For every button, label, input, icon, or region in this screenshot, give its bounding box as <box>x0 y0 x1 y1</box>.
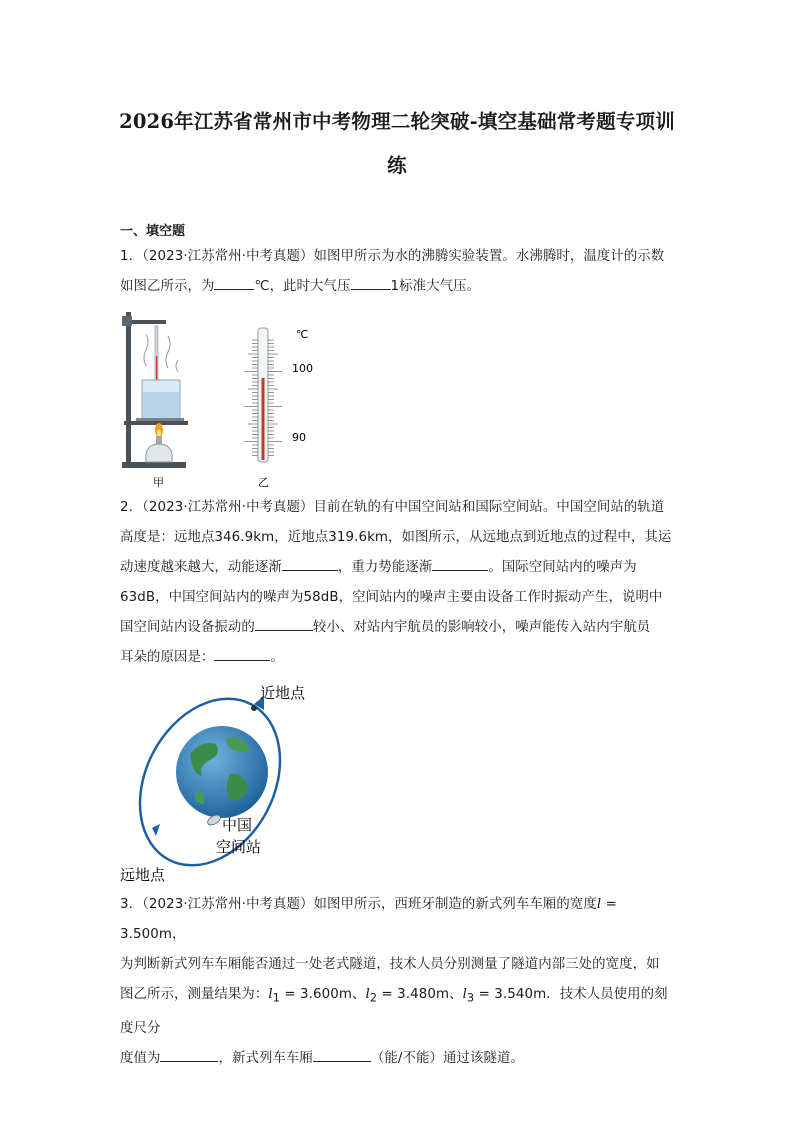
question-3 <box>120 890 680 1074</box>
q3-line-1: 3．（2023·江苏常州·中考真题）如图甲所示，西班牙制造的新式列车车厢的宽度l = 3.500m， <box>120 897 617 942</box>
thermo-label-90: 90 <box>292 431 306 444</box>
q2-blank-4[interactable] <box>214 646 270 661</box>
label-jia: 甲 <box>153 476 164 489</box>
q2-blank-2[interactable] <box>432 556 488 571</box>
thermo-label-100: 100 <box>292 362 313 375</box>
title-line-1: 2026年江苏省常州市中考物理二轮突破-填空基础常考题专项训 <box>119 110 675 133</box>
q1-blank-2[interactable] <box>351 275 391 290</box>
thermo-unit: ℃ <box>296 328 309 341</box>
mercury-column <box>262 378 265 460</box>
page-title <box>100 100 694 188</box>
q2-line-6: 耳朵的原因是： 。 <box>120 643 680 673</box>
alcohol-lamp <box>146 444 172 462</box>
q3-line-4: 度值为 ，新式列车车厢 （能/不能）通过该隧道。 <box>120 1044 680 1074</box>
q3-line-2: 为判断新式列车车厢能否通过一处老式隧道，技术人员分别测量了隧道内部三处的宽度，如 <box>120 957 660 972</box>
q2-line-1 <box>120 493 680 523</box>
q1-text-b: 如图乙所示，为 <box>120 279 215 294</box>
q2-source: （2023·江苏常州·中考真题） <box>142 500 314 515</box>
title-line-2: 练 <box>387 154 407 177</box>
perigee-point <box>251 705 257 711</box>
q2-number: 2． <box>120 500 143 515</box>
q1-line-1 <box>120 242 680 272</box>
q1-blank-1[interactable] <box>214 275 254 290</box>
q1-text-c: ℃，此时大气压 <box>254 279 351 294</box>
question-2 <box>120 493 680 673</box>
q2-blank-1[interactable] <box>282 556 338 571</box>
q1-number: 1． <box>120 249 143 264</box>
thermometer <box>244 328 313 489</box>
label-station-1: 中国 <box>222 816 253 834</box>
q1-text-a: 如图甲所示为水的沸腾实验装置。水沸腾时，温度计的示数 <box>313 249 665 264</box>
label-perigee: 近地点 <box>260 684 306 702</box>
question-1 <box>120 242 680 302</box>
q2-line-4: 63dB，中国空间站内的噪声为58dB，空间站内的噪声主要由设备工作时振动产生，说明中 <box>120 590 663 605</box>
q2-line-3: 动速度越来越大，动能逐渐 ，重力势能逐渐 。国际空间站内的噪声为 <box>120 553 680 583</box>
q3-blank-1[interactable] <box>160 1047 218 1062</box>
q2-line-5: 国空间站内设备振动的 较小、对站内宇航员的影响较小，噪声能传入站内宇航员 <box>120 613 680 643</box>
q1-figure <box>118 306 328 490</box>
q2-text-a: 目前在轨的有中国空间站和国际空间站。中国空间站的轨道 <box>313 500 665 515</box>
q2-blank-3[interactable] <box>255 616 313 631</box>
q1-line-2 <box>120 272 680 302</box>
orbit-arrow-left <box>152 824 160 836</box>
q2-line-2: 高度是：远地点346.9km，近地点319.6km，如图所示，从远地点到近地点的过程中，其运 <box>120 530 672 545</box>
label-apogee: 远地点 <box>120 866 166 884</box>
q3-line-3: 图乙所示，测量结果为：$l_1 = 3.600m$、$l_2 = 3.480m$、$l_3 = 3.540m$．技术人员使用的刻度尺分 <box>120 987 668 1036</box>
label-station-2: 空间站 <box>216 838 262 856</box>
stand-pole <box>126 312 131 464</box>
earth <box>176 726 268 818</box>
q1-text-d: 1标准大气压。 <box>390 279 481 294</box>
q2-figure <box>118 678 328 884</box>
stand-base <box>122 462 186 468</box>
q3-blank-2[interactable] <box>313 1047 371 1062</box>
label-yi: 乙 <box>258 476 269 489</box>
q1-source: （2023·江苏常州·中考真题） <box>142 249 314 264</box>
section-heading: 一、填空题 <box>120 224 186 239</box>
